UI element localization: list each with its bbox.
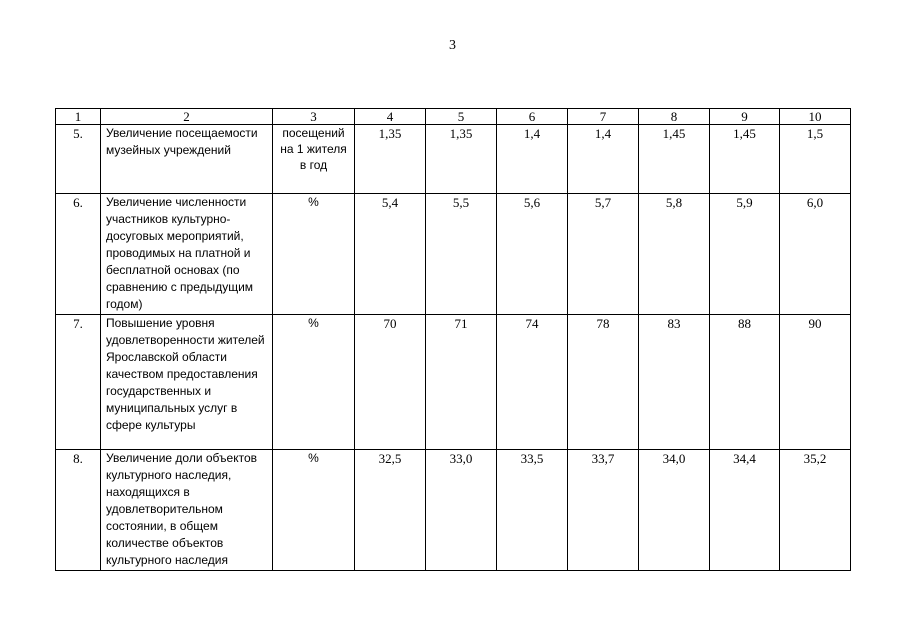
- table-row: [56, 125, 851, 194]
- table-row: [56, 194, 851, 315]
- value-cell: 1,35: [426, 125, 497, 194]
- value-cell: 5,9: [710, 194, 780, 315]
- row-number: 8.: [56, 450, 101, 571]
- header-cell: 6: [497, 109, 568, 125]
- header-cell: 2: [101, 109, 273, 125]
- table-header-row: [56, 109, 851, 125]
- unit-cell: %: [273, 315, 355, 450]
- value-cell: 1,45: [710, 125, 780, 194]
- value-cell: 5,8: [639, 194, 710, 315]
- value-cell: 70: [355, 315, 426, 450]
- table-row: [56, 315, 851, 450]
- value-cell: 6,0: [780, 194, 851, 315]
- value-cell: 1,35: [355, 125, 426, 194]
- value-cell: 5,7: [568, 194, 639, 315]
- unit-cell: %: [273, 194, 355, 315]
- header-cell: 3: [273, 109, 355, 125]
- value-cell: 33,0: [426, 450, 497, 571]
- value-cell: 32,5: [355, 450, 426, 571]
- indicators-table: [55, 108, 851, 571]
- header-cell: 5: [426, 109, 497, 125]
- row-number: 7.: [56, 315, 101, 450]
- header-cell: 8: [639, 109, 710, 125]
- value-cell: 34,0: [639, 450, 710, 571]
- header-cell: 10: [780, 109, 851, 125]
- value-cell: 5,5: [426, 194, 497, 315]
- header-cell: 9: [710, 109, 780, 125]
- table-row: [56, 450, 851, 571]
- value-cell: 1,4: [497, 125, 568, 194]
- value-cell: 74: [497, 315, 568, 450]
- value-cell: 71: [426, 315, 497, 450]
- header-cell: 4: [355, 109, 426, 125]
- value-cell: 34,4: [710, 450, 780, 571]
- value-cell: 83: [639, 315, 710, 450]
- row-number: 5.: [56, 125, 101, 194]
- value-cell: 33,5: [497, 450, 568, 571]
- indicator-name: Повышение уровня удовлетворенности жителей Ярославской области качеством предоставления государственных и муниципальных услуг в сфере культуры: [101, 315, 273, 450]
- value-cell: 5,6: [497, 194, 568, 315]
- header-cell: 1: [56, 109, 101, 125]
- indicator-name: Увеличение посещаемости музейных учреждений: [101, 125, 273, 194]
- value-cell: 78: [568, 315, 639, 450]
- value-cell: 88: [710, 315, 780, 450]
- page-number: 3: [449, 38, 456, 53]
- header-cell: 7: [568, 109, 639, 125]
- indicator-name: Увеличение численности участников культурно-досуговых мероприятий, проводимых на платной и бесплатной основах (по сравнению с предыдущим годом): [101, 194, 273, 315]
- value-cell: 1,5: [780, 125, 851, 194]
- indicator-name: Увеличение доли объектов культурного наследия, находящихся в удовлетворительном состоянии, в общем количестве объектов культурного наследия: [101, 450, 273, 571]
- value-cell: 1,4: [568, 125, 639, 194]
- unit-cell: посещений на 1 жителя в год: [273, 125, 355, 194]
- value-cell: 33,7: [568, 450, 639, 571]
- value-cell: 90: [780, 315, 851, 450]
- value-cell: 35,2: [780, 450, 851, 571]
- unit-cell: %: [273, 450, 355, 571]
- value-cell: 1,45: [639, 125, 710, 194]
- value-cell: 5,4: [355, 194, 426, 315]
- row-number: 6.: [56, 194, 101, 315]
